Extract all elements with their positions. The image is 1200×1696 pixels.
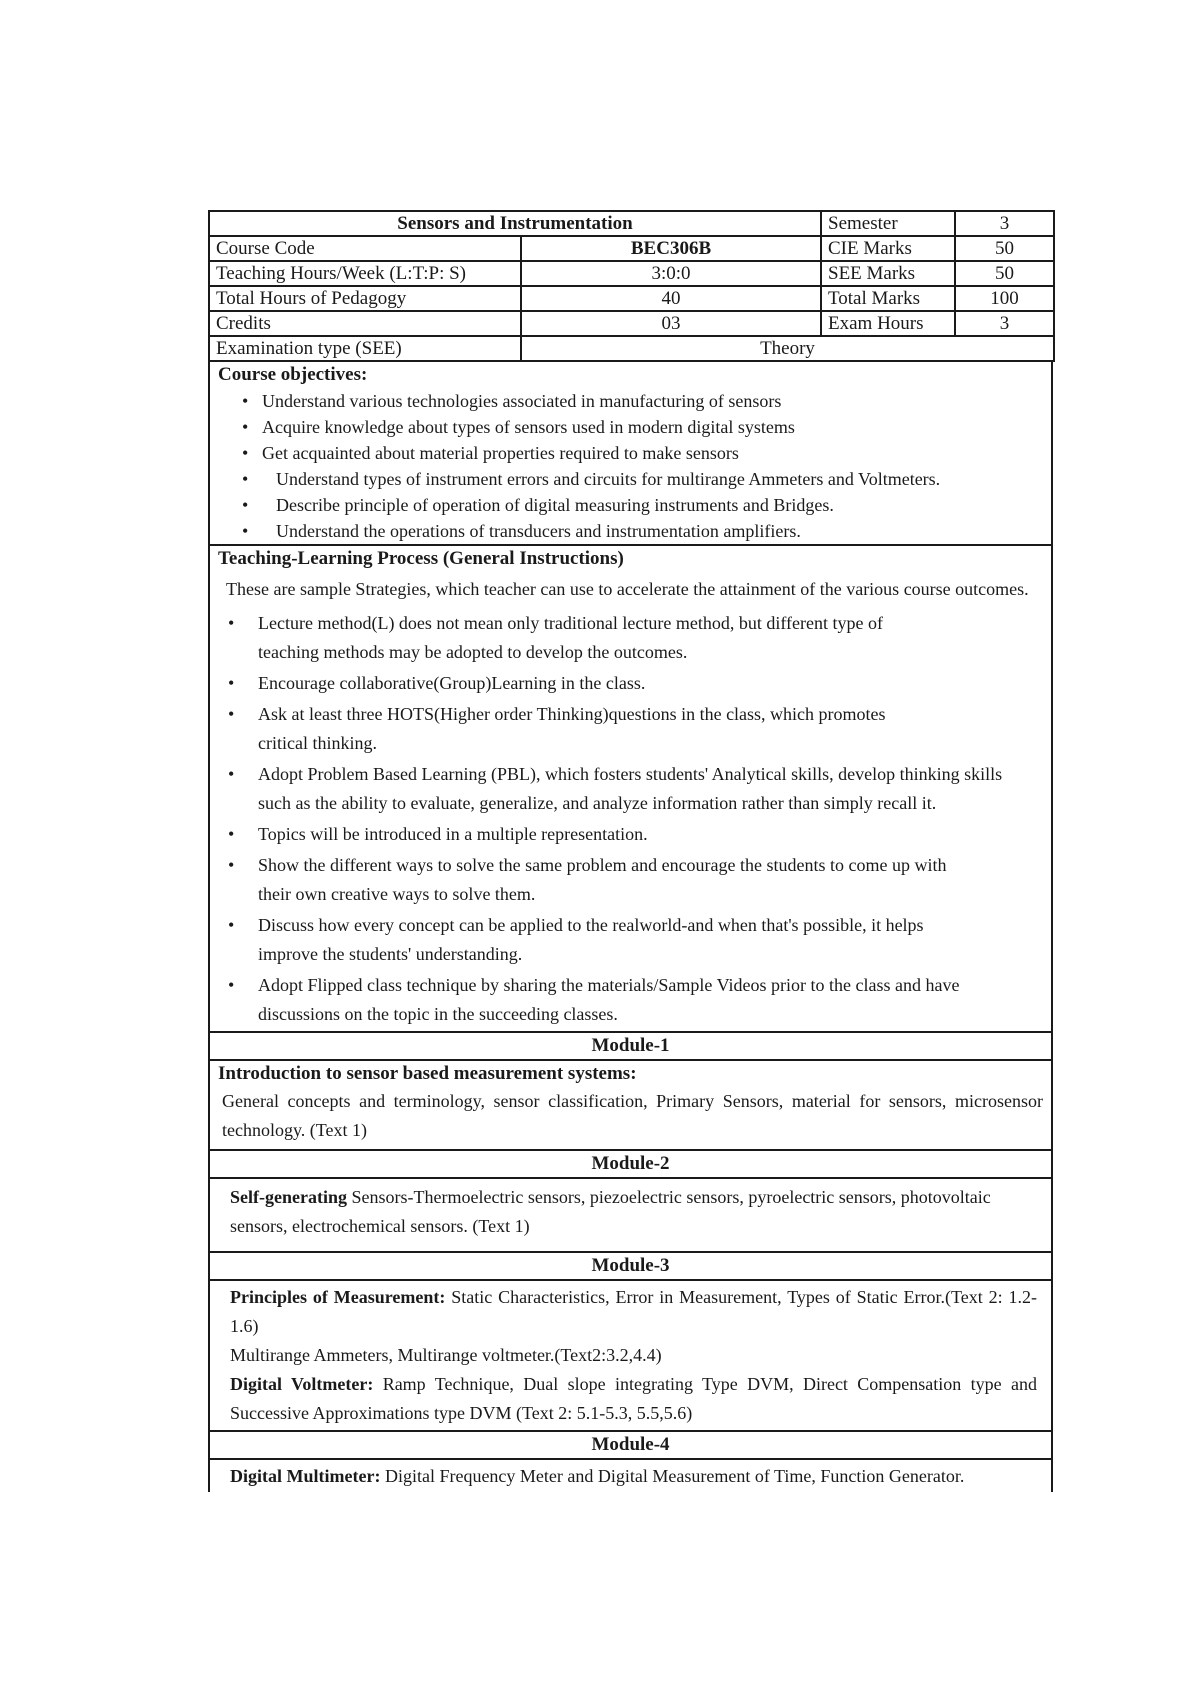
cie-marks-value: 50 <box>955 236 1054 261</box>
list-item: • Describe principle of operation of digital measuring instruments and Bridges. <box>242 492 1051 518</box>
table-row <box>209 286 1054 311</box>
see-marks-label: SEE Marks <box>821 261 955 286</box>
list-item: • Adopt Flipped class technique by sharing the materials/Sample Videos prior to the class and have discussions on the topic in the succeeding classes. <box>220 971 968 1029</box>
list-item: • Understand various technologies associated in manufacturing of sensors <box>242 388 1051 414</box>
table-row <box>209 236 1054 261</box>
course-objectives-title: Course objectives: <box>218 364 368 385</box>
module-2-title: Module-2 <box>208 1151 1053 1179</box>
module-2-text: Sensors-Thermoelectric sensors, piezoelectric sensors, pyroelectric sensors, photovoltaic sensors, electrochemical sensors. (Text 1) <box>230 1187 991 1236</box>
module-3-paragraph <box>230 1370 1037 1428</box>
cie-marks-label: CIE Marks <box>821 236 955 261</box>
module-1-title: Module-1 <box>208 1033 1053 1061</box>
list-item: • Acquire knowledge about types of sensors used in modern digital systems <box>242 414 1051 440</box>
semester-label: Semester <box>821 211 955 236</box>
module-3-ammeters-text: Multirange Ammeters, Multirange voltmeter.(Text2:3.2,4.4) <box>230 1345 662 1365</box>
module-3-paragraph <box>230 1283 1037 1341</box>
total-marks-value: 100 <box>955 286 1054 311</box>
exam-hours-label: Exam Hours <box>821 311 955 336</box>
teaching-learning-title: Teaching-Learning Process (General Instructions) <box>218 548 624 569</box>
syllabus-document <box>208 210 1053 1492</box>
teaching-hours-label: Teaching Hours/Week (L:T:P: S) <box>209 261 521 286</box>
module-2-bold-term: Self-generating <box>230 1187 347 1207</box>
module-3-principles-text: Static Characteristics, Error in Measurement, Types of Static Error.(Text 2: 1.2-1.6) <box>230 1287 1037 1336</box>
module-1-text: General concepts and terminology, sensor classification, Primary Sensors, material for sensors, microsensor technology. (Text 1) <box>222 1091 1043 1140</box>
module-3-dvm-heading: Digital Voltmeter: <box>230 1374 374 1394</box>
course-code-value: BEC306B <box>521 236 821 261</box>
list-item: • Understand the operations of transducers and instrumentation amplifiers. <box>242 518 1051 544</box>
list-item: • Show the different ways to solve the same problem and encourage the students to come up with their own creative ways to solve them. <box>220 851 958 909</box>
course-info-table <box>208 210 1055 362</box>
module-4-bold-term: Digital Multimeter: <box>230 1466 381 1486</box>
total-marks-label: Total Marks <box>821 286 955 311</box>
semester-value: 3 <box>955 211 1054 236</box>
module-3-dvm-text: Ramp Technique, Dual slope integrating Type DVM, Direct Compensation type and Successive Approximations type DVM (Text 2: 5.1-5.3, 5.5,5.6) <box>230 1374 1037 1423</box>
list-item: • Encourage collaborative(Group)Learning in the class. <box>220 669 1051 698</box>
table-row <box>209 261 1054 286</box>
teaching-hours-value: 3:0:0 <box>521 261 821 286</box>
module-4-title: Module-4 <box>208 1432 1053 1460</box>
course-objectives-section <box>208 362 1053 546</box>
list-item: • Adopt Problem Based Learning (PBL), which fosters students' Analytical skills, develop thinking skills such as the ability to evaluate, generalize, and analyze information rather than simply recall it. <box>220 760 1018 818</box>
module-4-text: Digital Frequency Meter and Digital Measurement of Time, Function Generator. <box>380 1466 965 1486</box>
module-2-body <box>208 1179 1053 1253</box>
exam-type-label: Examination type (SEE) <box>209 336 521 361</box>
module-3-title: Module-3 <box>208 1253 1053 1281</box>
teaching-strategies-list <box>210 609 1051 1029</box>
credits-label: Credits <box>209 311 521 336</box>
table-row <box>209 336 1054 361</box>
see-marks-value: 50 <box>955 261 1054 286</box>
teaching-intro: These are sample Strategies, which teacher can use to accelerate the attainment of the various course outcomes. <box>226 579 1029 599</box>
module-3-body <box>208 1281 1053 1432</box>
list-item: • Discuss how every concept can be applied to the realworld-and when that's possible, it helps improve the students' understanding. <box>220 911 978 969</box>
module-3-principles-heading: Principles of Measurement: <box>230 1287 446 1307</box>
teaching-learning-section <box>208 546 1053 1033</box>
credits-value: 03 <box>521 311 821 336</box>
module-1-heading: Introduction to sensor based measurement systems: <box>218 1063 637 1084</box>
module-1-body <box>208 1061 1053 1151</box>
course-title: Sensors and Instrumentation <box>209 211 821 236</box>
list-item: • Topics will be introduced in a multiple representation. <box>220 820 1051 849</box>
list-item: • Lecture method(L) does not mean only traditional lecture method, but different type of teaching methods may be adopted to develop the outcomes. <box>220 609 898 667</box>
list-item: • Understand types of instrument errors and circuits for multirange Ammeters and Voltmeters. <box>242 466 1051 492</box>
course-code-label: Course Code <box>209 236 521 261</box>
table-row <box>209 311 1054 336</box>
list-item: • Get acquainted about material properties required to make sensors <box>242 440 1051 466</box>
list-item: • Ask at least three HOTS(Higher order Thinking)questions in the class, which promotes critical thinking. <box>220 700 898 758</box>
module-4-body <box>208 1460 1053 1492</box>
objectives-list <box>210 388 1051 544</box>
table-row <box>209 211 1054 236</box>
pedagogy-hours-value: 40 <box>521 286 821 311</box>
exam-hours-value: 3 <box>955 311 1054 336</box>
pedagogy-hours-label: Total Hours of Pedagogy <box>209 286 521 311</box>
exam-type-value: Theory <box>521 336 1054 361</box>
